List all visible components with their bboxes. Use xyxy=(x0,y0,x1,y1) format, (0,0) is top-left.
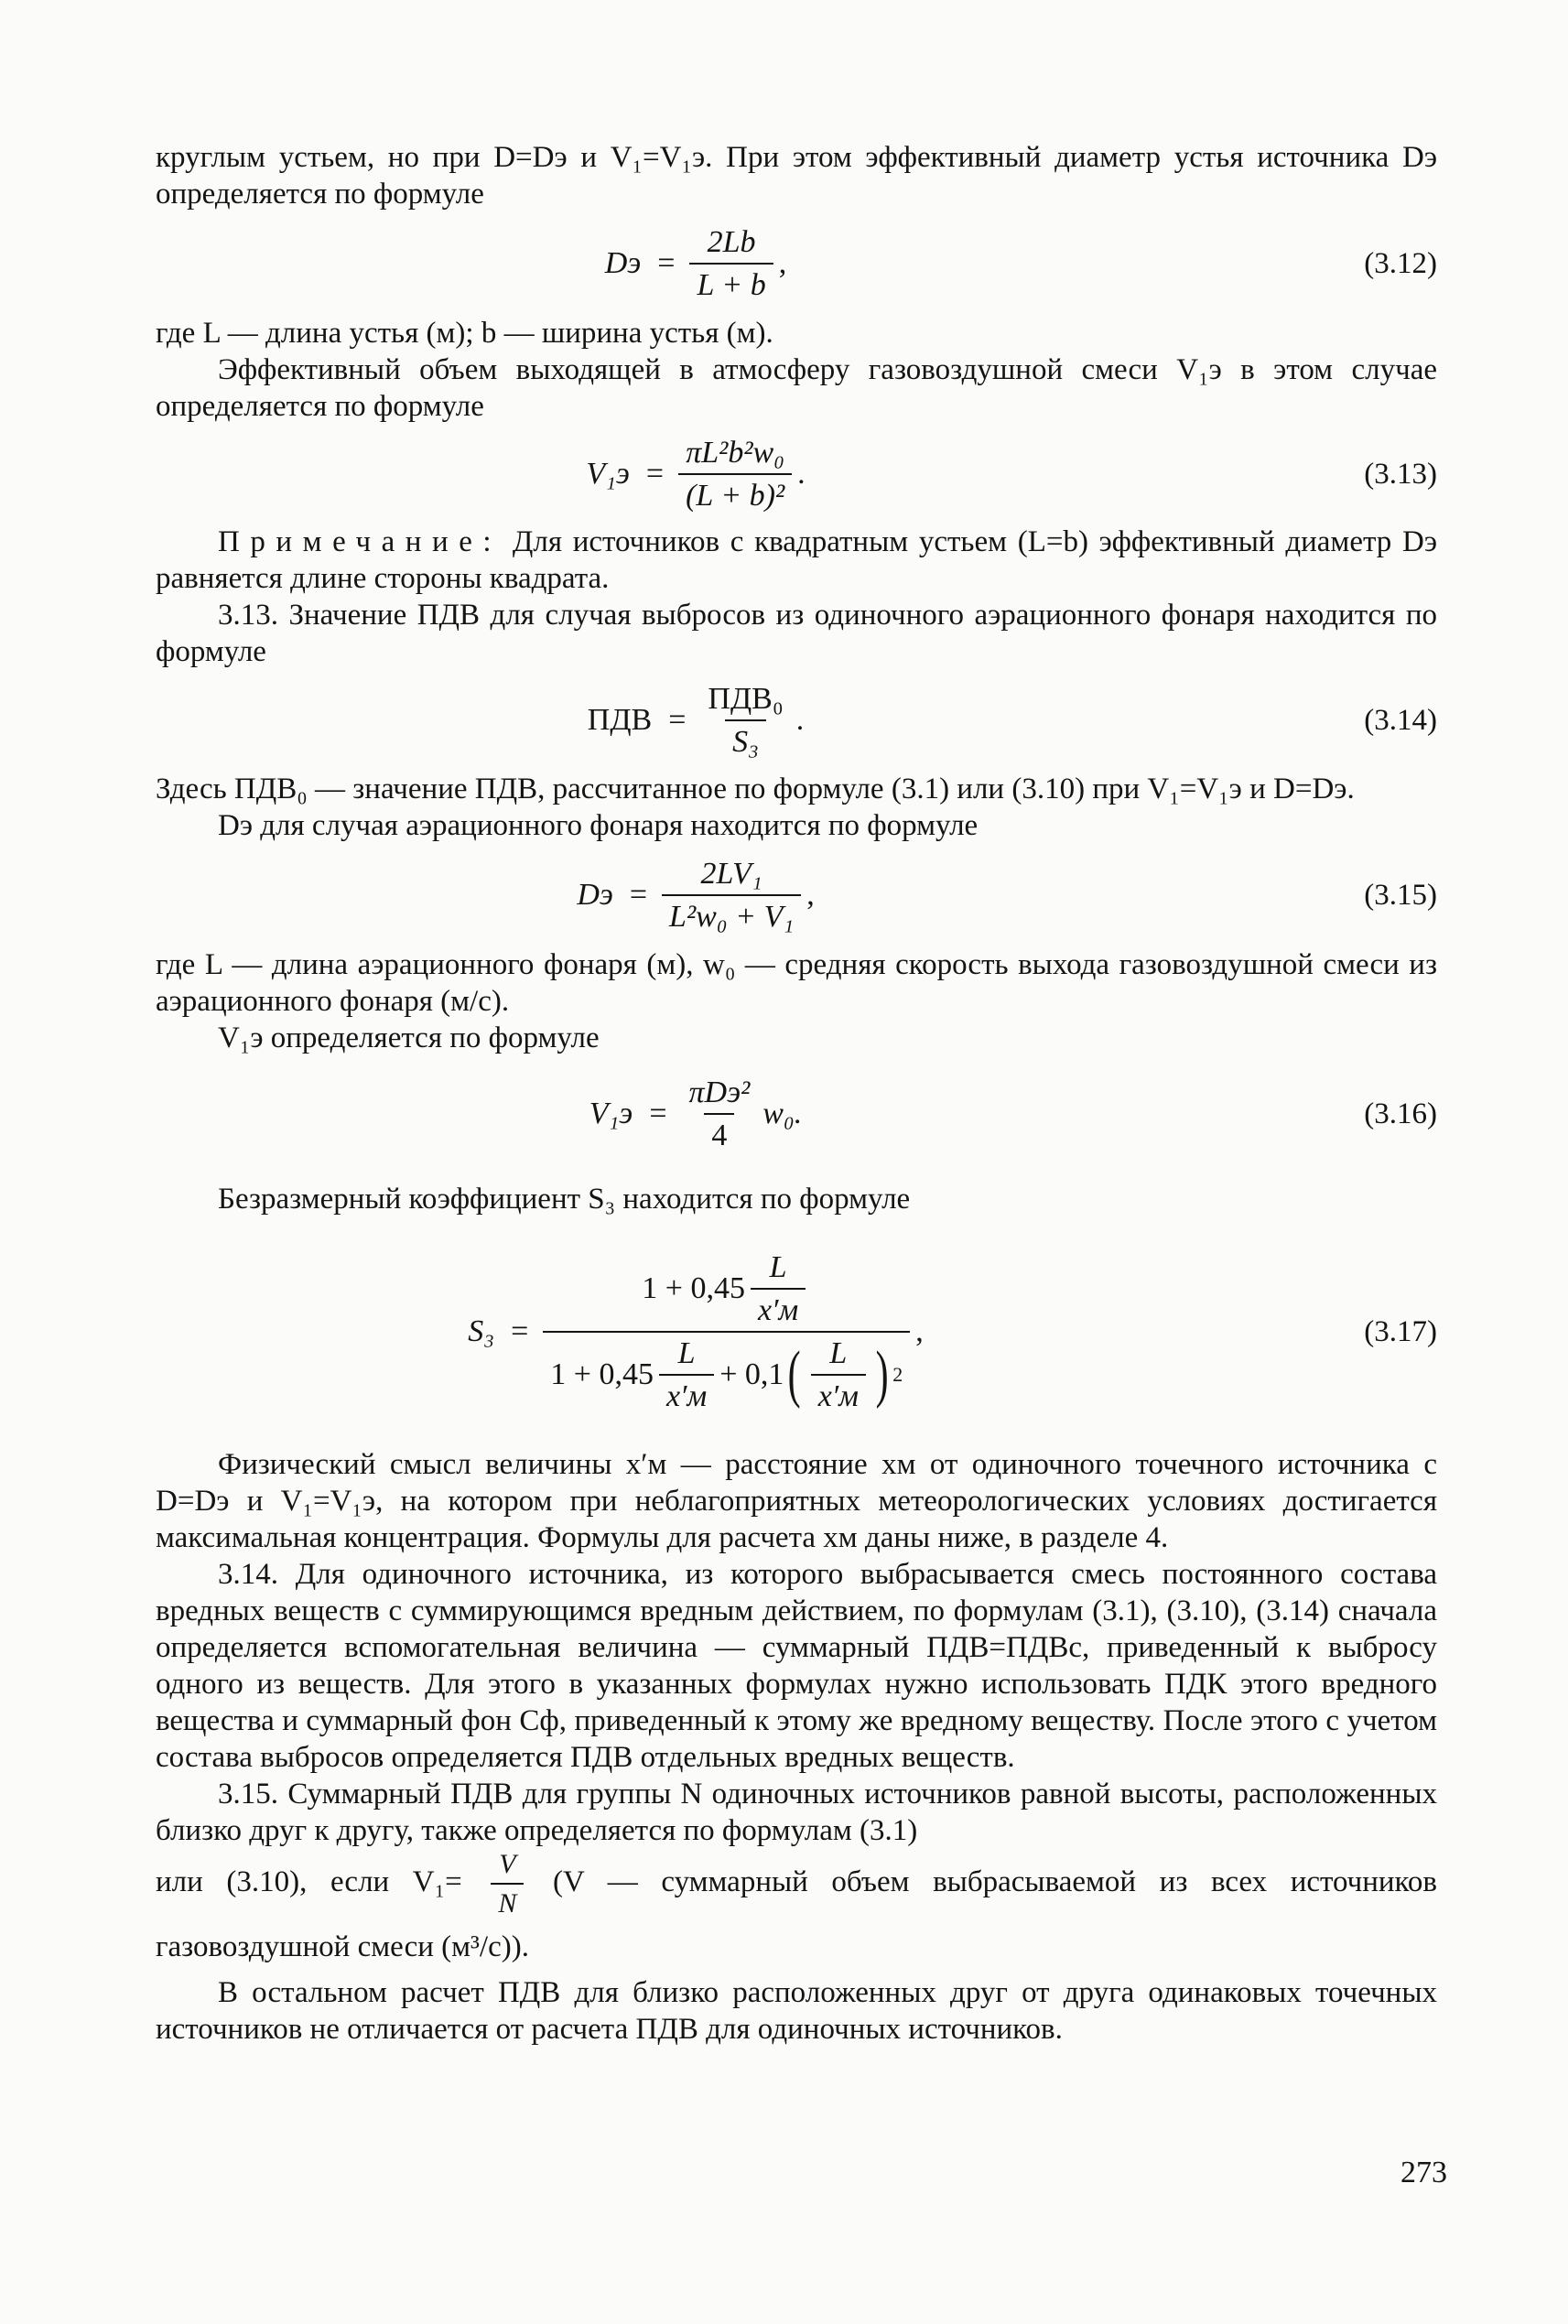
big-fraction xyxy=(543,1250,910,1414)
constant: 1 + 0,45 xyxy=(642,1271,745,1305)
text-run: или (3.10), если V₁= xyxy=(156,1865,462,1899)
equation-number: (3.14) xyxy=(1364,703,1437,737)
fraction-denominator: L + b xyxy=(689,263,773,303)
note-label: Примечание: xyxy=(218,525,503,558)
fraction-numerator: πL²b²w₀ xyxy=(686,435,785,470)
text-column xyxy=(156,139,1437,2048)
equation-number: (3.15) xyxy=(1364,878,1437,912)
fraction xyxy=(751,1250,806,1328)
fraction-numerator: L xyxy=(829,1335,848,1370)
fraction-numerator: 2Lb xyxy=(707,224,756,259)
paragraph: 3.15. Суммарный ПДВ для группы N одиночных источников равной высоты, расположенных близко друг к другу, также определяется по формулам (3.1) xyxy=(156,1778,1437,1847)
equation-3-15: Dэ = $\frac{\text{2LV₁}}{\text{L²w₀ + V₁}}$ , (3.15) xyxy=(156,844,1437,946)
fraction-numerator: ПДВ₀ xyxy=(708,681,784,716)
fraction xyxy=(662,857,801,935)
constant: + 0,1 xyxy=(719,1357,784,1391)
equation-number: (3.16) xyxy=(1364,1097,1437,1130)
fraction xyxy=(700,682,790,760)
note-text: Для источников с квадратным устьем (L=b) эффективный диаметр Dэ равняется длине стороны квадрата. xyxy=(156,525,1437,595)
paragraph: 3.13. Значение ПДВ для случая выбросов из одиночного аэрационного фонаря находится по формуле xyxy=(156,599,1437,668)
paragraph: круглым устьем, но при D=Dэ и V₁=V₁э. При этом эффективный диаметр устья источника Dэ определяется по формуле xyxy=(156,141,1437,211)
equation-tail: w₀. xyxy=(762,1097,803,1130)
fraction xyxy=(689,225,773,303)
equation-number: (3.13) xyxy=(1364,457,1437,491)
equation-lhs: Dэ xyxy=(577,878,613,912)
equation-lhs: V₁э xyxy=(589,1097,633,1130)
fraction-numerator: L xyxy=(769,1249,787,1284)
paragraph xyxy=(156,1849,1437,1974)
equation-3-12: Dэ = $\frac{2Lb}{L + b}$ , (3.12) xyxy=(156,212,1437,315)
equation-lhs: Dэ xyxy=(604,246,642,280)
paragraph: V₁э определяется по формуле xyxy=(218,1021,600,1054)
paragraph: 3.14. Для одиночного источника, из которого выбрасывается смесь постоянного состава вредных веществ с суммирующимся вредным действием, по формулам (3.1), (3.10), (3.14) сначала определяется вспомогательная величина — суммарный ПДВ=ПДВс, приведенный к выбросу одного из веществ. Для этого в указанных формулах нужно использовать ПДК этого вредного вещества и суммарный фон Cф, приведенный к этому же вредному веществу. После этого с учетом состава выбросов определяется ПДВ отдельных вредных веществ. xyxy=(156,1558,1437,1774)
fraction xyxy=(678,436,792,513)
fraction-denominator: x′м xyxy=(811,1374,866,1414)
fraction-numerator: V xyxy=(499,1849,516,1879)
fraction-denominator: 4 xyxy=(704,1113,734,1153)
equation-3-13: V₁э = $\frac{\text{πL²b²w₀}}{\text{(L + b)²}}$ . (3.13) xyxy=(156,425,1437,524)
paragraph: Безразмерный коэффициент S₃ находится по формуле xyxy=(218,1183,911,1216)
text-run: (V — суммарный объем выбрасываемой из всех источников газовоздушной смеси (м³/с)). xyxy=(156,1865,1437,1963)
fraction xyxy=(491,1849,524,1919)
equation-3-16: V₁э = $\frac{\text{πDэ²}}{4}$ w₀. (3.16) xyxy=(156,1056,1437,1172)
big-fraction-denominator: 1 + 0,45 $\frac{L}{x'м}$ + 0,1 ( $\frac{L}{x'м}$ ) 2 xyxy=(543,1331,910,1414)
fraction xyxy=(682,1076,758,1153)
constant: 1 + 0,45 xyxy=(550,1357,654,1391)
note-paragraph xyxy=(156,524,1437,597)
paragraph: Физический смысл величины x′м — расстояние xм от одиночного точечного источника с D=Dэ и V₁=V₁э, на котором при неблагоприятных метеорологических условиях достигается максимальная концентрация. Формулы для расчета xм даны ниже, в разделе 4. xyxy=(156,1448,1437,1554)
paragraph: где L — длина устья (м); b — ширина устья (м). xyxy=(156,317,773,350)
equation-lhs: V₁э xyxy=(586,457,630,491)
fraction-denominator: (L + b)² xyxy=(678,473,792,513)
paragraph: где L — длина аэрационного фонаря (м), w₀ — средняя скорость выхода газовоздушной смеси из аэрационного фонаря (м/с). xyxy=(156,948,1437,1018)
equation-number: (3.17) xyxy=(1364,1314,1437,1348)
fraction-numerator: L xyxy=(677,1335,696,1370)
equation-3-14: ПДВ = $\frac{\text{ПДВ₀}}{\text{S₃}}$ . (3.14) xyxy=(156,670,1437,771)
fraction-numerator: 2LV₁ xyxy=(700,856,762,891)
fraction xyxy=(811,1336,866,1414)
fraction-denominator: x′м xyxy=(751,1288,806,1328)
fraction-denominator: L²w₀ + V₁ xyxy=(662,894,801,935)
paragraph: Dэ для случая аэрационного фонаря находится по формуле xyxy=(218,809,979,842)
paragraph: Эффективный объем выходящей в атмосферу газовоздушной смеси V₁э в этом случае определяется по формуле xyxy=(156,353,1437,423)
fraction-numerator: πDэ² xyxy=(688,1075,751,1109)
fraction xyxy=(659,1336,714,1414)
big-fraction-numerator xyxy=(634,1250,818,1331)
page-number: 273 xyxy=(1400,2156,1447,2189)
fraction-denominator: N xyxy=(491,1883,524,1919)
paragraph: В остальном расчет ПДВ для близко расположенных друг от друга одинаковых точечных источников не отличается от расчета ПДВ для одиночных источников. xyxy=(156,1976,1437,2046)
equation-number: (3.12) xyxy=(1364,246,1437,280)
paragraph: Здесь ПДВ₀ — значение ПДВ, рассчитанное по формуле (3.1) или (3.10) при V₁=V₁э и D=Dэ. xyxy=(156,773,1355,805)
fraction-denominator: x′м xyxy=(659,1374,714,1414)
equation-lhs: S₃ xyxy=(468,1314,495,1348)
equation-3-17: S₃ = 1 + 0,45 $\frac{L}{x'м}$ 1 + 0,45 $\frac{L}{x'м}$ + 0,1 ( $\frac{L}{x'м}$ ) 2 , (3.17) xyxy=(156,1217,1437,1446)
equation-lhs: ПДВ xyxy=(587,703,653,737)
fraction-denominator: S₃ xyxy=(725,719,766,760)
